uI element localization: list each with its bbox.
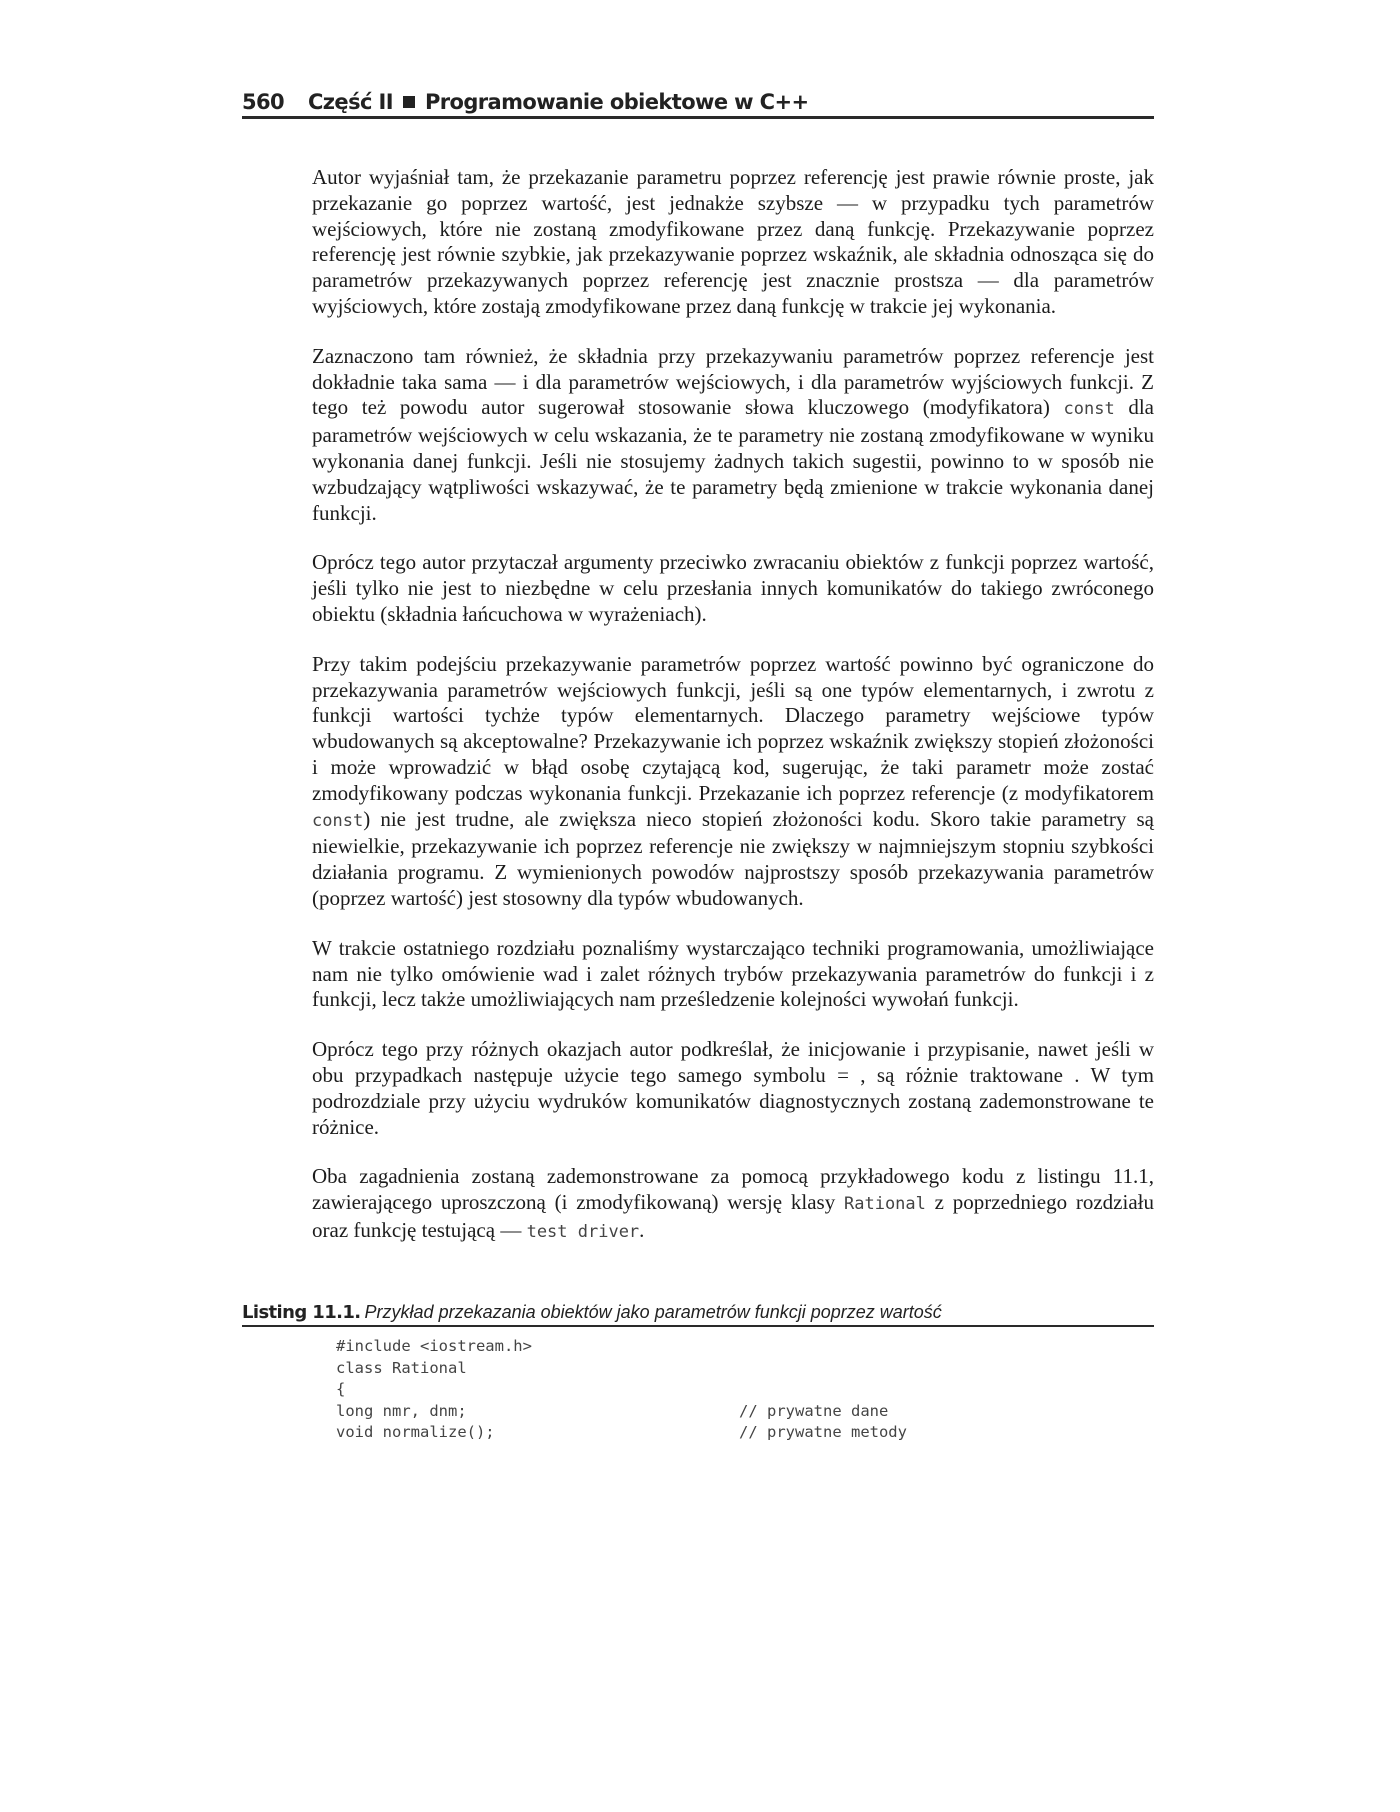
code-comment: // prywatne metody [739, 1423, 907, 1441]
text-segment: dla parametrów wejściowych w celu wskazania, że te parametry nie zostaną zmodyfikowane w wyniku wykonania danej funkcji. Jeśli nie stosujemy żadnych takich sugestii, powinno to w sposób nie wzbudzający wątpliwości wskazywać, że te parametry będą zmienione w trakcie wykonania danej funkcji. [312, 395, 1154, 525]
inline-code: const [312, 810, 364, 831]
running-header [242, 90, 1154, 119]
code-comment: // prywatne dane [739, 1401, 889, 1420]
listing-label: Listing 11.1. [242, 1302, 361, 1323]
code-line [336, 1379, 1156, 1401]
code-line [336, 1422, 1156, 1444]
text-segment: Autor wyjaśniał tam, że przekazanie parametru poprzez referencję jest prawie równie proste, jak przekazanie go poprzez wartość, jest jednakże szybsze — w przypadku tych parametrów wejściowych, które nie zostaną zmodyfikowane przez daną funkcję. Przekazywanie poprzez referencję jest równie szybkie, jak przekazywanie poprzez wskaźnik, ale składnia odnosząca się do parametrów przekazywanych poprzez referencję jest znacznie prostsza — dla parametrów wyjściowych, które zostają zmodyfikowane przez daną funkcję w trakcie jej wykonania. [312, 165, 1154, 318]
paragraph-3 [312, 550, 1154, 627]
square-bullet-icon [403, 96, 415, 108]
code-text: class Rational [336, 1358, 467, 1377]
text-segment: ) nie jest trudne, ale zwiększa nieco stopień złożoności kodu. Skoro takie parametry są niewielkie, przekazywanie ich poprzez referencje nie zwiększy w najmniejszym stopniu szybkości działania programu. Z wymienionych powodów najprostszy sposób przekazywania parametrów (poprzez wartość) jest stosowny dla typów wbudowanych. [312, 806, 1154, 910]
listing-caption [242, 1302, 1154, 1327]
text-segment: Przy takim podejściu przekazywanie parametrów poprzez wartość powinno być ograniczone do przekazywania parametrów wejściowych funkcji, jeśli są one typów elementarnych, i zwrotu z funkcji wartości tychże typów elementarnych. Dlaczego parametry wejściowe typów wbudowanych są akceptowalne? Przekazywanie ich poprzez wskaźnik zwiększy stopień złożoności i może wprowadzić w błąd osobę czytającą kod, sugerując, że taki parametr może zostać zmodyfikowany podczas wykonania funkcji. Przekazanie ich poprzez referencje (z modyfikatorem [312, 651, 1154, 805]
text-segment: Oprócz tego autor przytaczał argumenty przeciwko zwracaniu obiektów z funkcji poprzez wartość, jeśli tylko nie jest to niezbędne w celu przesłania innych komunikatów do takiego zwróconego obiektu (składnia łańcuchowa w wyrażeniach). [312, 550, 1154, 626]
listing-title: Przykład przekazania obiektów jako parametrów funkcji poprzez wartość [364, 1302, 942, 1322]
text-segment: Zaznaczono tam również, że składnia przy przekazywaniu parametrów poprzez referencje jest dokładnie taka sama — i dla parametrów wejściowych, i dla parametrów wyjściowych funkcji. Z tego też powodu autor sugerował stosowanie słowa kluczowego (modyfikatora) [312, 343, 1154, 420]
paragraph-1 [312, 165, 1154, 320]
page-number: 560 [242, 90, 285, 114]
text-segment: . [639, 1217, 645, 1242]
text-segment: Oprócz tego przy różnych okazjach autor podkreślał, że inicjowanie i przypisanie, nawet jeśli w obu przypadkach następuje użycie tego samego symbolu = , są różnie traktowane . W tym podrozdziale przy użyciu wydruków komunikatów diagnostycznych zostaną zademonstrowane te różnice. [312, 1037, 1154, 1139]
chapter-title: Programowanie obiektowe w C++ [424, 90, 809, 114]
paragraph-6 [312, 1037, 1154, 1140]
text-segment: z poprzedniego rozdziału oraz funkcję testującą — [312, 1190, 1154, 1242]
paragraph-2 [312, 344, 1154, 527]
code-text: #include <iostream.h> [336, 1337, 532, 1355]
code-line [336, 1358, 1156, 1380]
part-label: Część II [308, 90, 393, 114]
paragraph-4 [312, 652, 1154, 912]
paragraph-7 [312, 1164, 1154, 1245]
inline-code: Rational [844, 1194, 926, 1215]
text-segment: W trakcie ostatniego rozdziału poznaliśmy wystarczająco techniki programowania, umożliwiające nam nie tylko omówienie wad i zalet różnych trybów przekazywania parametrów do funkcji i z funkcji, lecz także umożliwiających nam prześledzenie kolejności wywołań funkcji. [312, 935, 1154, 1012]
code-listing [336, 1336, 1156, 1444]
inline-code: const [1063, 399, 1115, 420]
code-text: { [336, 1380, 346, 1398]
code-line [336, 1401, 1156, 1423]
code-text: long nmr, dnm; [336, 1401, 467, 1420]
inline-code: test driver [526, 1221, 640, 1242]
main-text [312, 165, 1154, 1270]
code-text: void normalize(); [336, 1423, 495, 1441]
paragraph-5 [312, 936, 1154, 1013]
code-line [336, 1336, 1156, 1358]
text-segment: Oba zagadnienia zostaną zademonstrowane za pomocą przykładowego kodu z listingu 11.1, zawierającego uproszczoną (i zmodyfikowaną) wersję klasy [312, 1164, 1154, 1215]
